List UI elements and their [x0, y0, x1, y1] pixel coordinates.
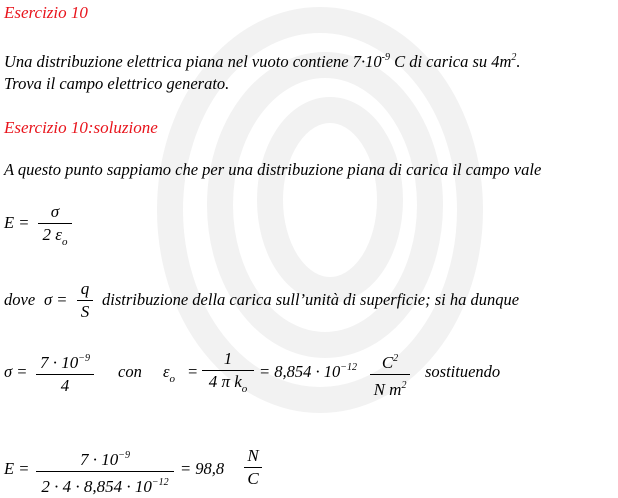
exercise-question: Trova il campo elettrico generato.	[4, 74, 230, 93]
exercise-title: Esercizio 10	[4, 3, 88, 22]
solution-intro: A questo punto sappiamo che per una distribuzione piana di carica il campo vale	[4, 160, 542, 179]
solution-title: Esercizio 10:soluzione	[4, 118, 158, 137]
exercise-statement: Una distribuzione elettrica piana nel vuoto contiene $7\cdot 10^{-9}$ C di carica su $4m^2$.	[4, 52, 521, 71]
